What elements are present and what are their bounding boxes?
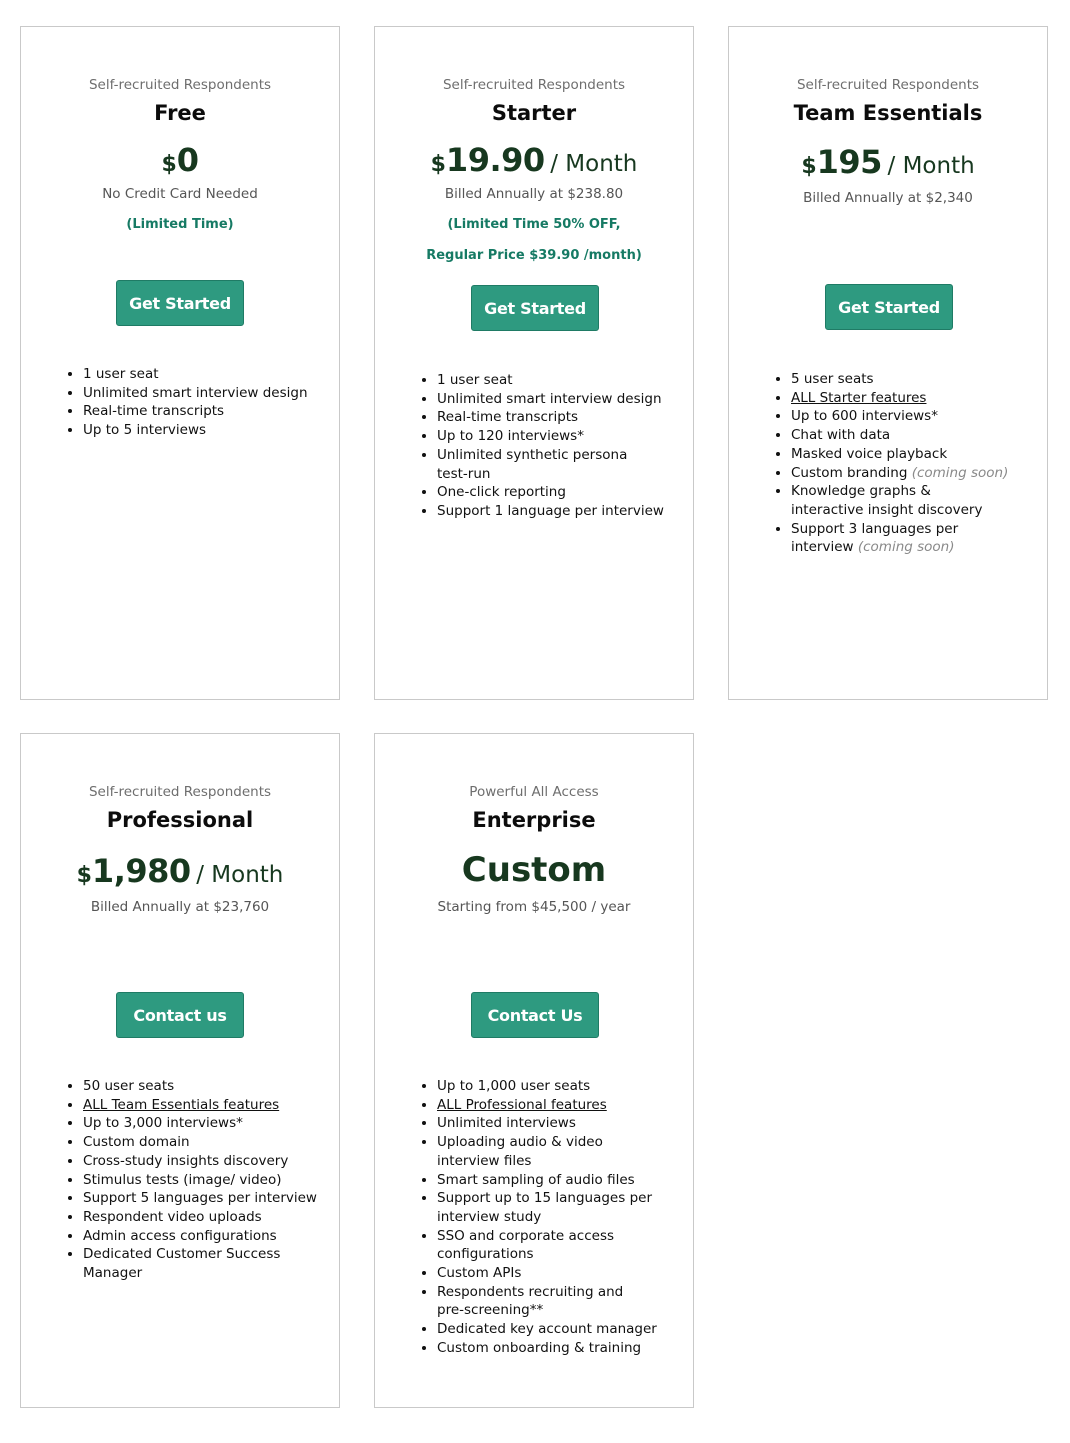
feature-item: • Custom onboarding & training: [437, 1339, 662, 1358]
feature-item: • Unlimited smart interview design: [83, 384, 308, 403]
plan-name: Team Essentials: [793, 101, 983, 125]
plan-subtitle: Self-recruited Respondents: [88, 784, 272, 800]
plan-price: [21, 141, 339, 179]
feature-text: Custom branding: [791, 464, 908, 481]
plan-price: [729, 143, 1047, 181]
feature-item: • Up to 3,000 interviews*: [83, 1114, 318, 1133]
price-currency: $: [161, 152, 177, 177]
feature-item: • Stimulus tests (image/ video): [83, 1171, 318, 1190]
plan-price-custom: Custom: [461, 850, 607, 890]
feature-item: • Support 1 language per interview: [437, 502, 677, 521]
plan-subtitle: Self-recruited Respondents: [796, 77, 980, 93]
feature-list: [771, 370, 1021, 557]
plan-card-professional: [20, 733, 340, 1408]
feature-item: • Real-time transcripts: [83, 402, 308, 421]
plan-name: Enterprise: [472, 808, 596, 832]
plan-subtitle: Powerful All Access: [469, 784, 599, 800]
feature-item: • Up to 120 interviews*: [437, 427, 677, 446]
price-amount: 1,980: [91, 852, 191, 890]
feature-item: • Smart sampling of audio files: [437, 1171, 662, 1190]
feature-item: • Unlimited synthetic persona test-run: [437, 446, 637, 483]
feature-item: • SSO and corporate access configurations: [437, 1227, 622, 1264]
feature-item: • Up to 5 interviews: [83, 421, 308, 440]
feature-item: • Dedicated Customer Success Manager: [83, 1245, 283, 1282]
billing-note: No Credit Card Needed: [102, 186, 258, 202]
billing-note: Billed Annually at $238.80: [444, 186, 624, 202]
plan-subtitle: Self-recruited Respondents: [88, 77, 272, 93]
plan-card-enterprise: [374, 733, 694, 1408]
feature-list: [417, 371, 677, 521]
feature-text: Support 3 languages per interview: [791, 520, 959, 556]
feature-item: • Uploading audio & video interview files: [437, 1133, 622, 1170]
feature-item: [791, 389, 1021, 408]
get-started-button[interactable]: Get Started: [471, 285, 599, 331]
feature-list: [63, 1077, 318, 1283]
regular-price-text: Regular Price $39.90 /month): [426, 248, 642, 263]
plan-card-team-essentials: [728, 26, 1048, 700]
plan-name: Free: [154, 101, 206, 125]
feature-item: • 5 user seats: [791, 370, 1021, 389]
feature-item: • Unlimited interviews: [437, 1114, 662, 1133]
feature-item: • Masked voice playback: [791, 445, 1021, 464]
feature-item: • 1 user seat: [83, 365, 308, 384]
feature-list: [417, 1077, 662, 1358]
feature-item: • Up to 1,000 user seats: [437, 1077, 662, 1096]
feature-item: • Up to 600 interviews*: [791, 407, 1021, 426]
promo-text: (Limited Time): [126, 217, 234, 232]
feature-item: • Real-time transcripts: [437, 408, 677, 427]
price-period: / Month: [550, 151, 638, 177]
price-currency: $: [801, 154, 817, 179]
plan-subtitle: Self-recruited Respondents: [442, 77, 626, 93]
feature-item: • Unlimited smart interview design: [437, 390, 677, 409]
feature-list: [63, 365, 308, 440]
feature-item: • Cross-study insights discovery: [83, 1152, 318, 1171]
price-period: / Month: [196, 862, 284, 888]
price-amount: 19.90: [445, 141, 545, 179]
feature-item: • Custom domain: [83, 1133, 318, 1152]
feature-item: • Chat with data: [791, 426, 1021, 445]
feature-item: • Respondent video uploads: [83, 1208, 318, 1227]
promo-text: (Limited Time 50% OFF,: [447, 217, 621, 232]
price-currency: $: [76, 863, 92, 888]
billing-note: Billed Annually at $2,340: [803, 190, 973, 206]
feature-item: • Knowledge graphs & interactive insight discovery: [791, 482, 1006, 519]
professional-features-link[interactable]: ALL Professional features: [437, 1096, 607, 1113]
coming-soon-note: (coming soon): [857, 539, 955, 556]
feature-item: • Dedicated key account manager: [437, 1320, 662, 1339]
feature-item: • Support up to 15 languages per interview study: [437, 1189, 652, 1226]
feature-item: • Respondents recruiting and pre-screening**: [437, 1283, 632, 1320]
feature-item: [437, 1096, 662, 1115]
feature-item: • Admin access configurations: [83, 1227, 318, 1246]
price-period: / Month: [887, 153, 975, 179]
plan-card-free: [20, 26, 340, 700]
feature-item: • One-click reporting: [437, 483, 677, 502]
coming-soon-note: (coming soon): [911, 464, 1009, 481]
contact-us-button[interactable]: Contact us: [116, 992, 244, 1038]
get-started-button[interactable]: Get Started: [116, 280, 244, 326]
feature-item: • Support 5 languages per interview: [83, 1189, 318, 1208]
plan-card-starter: [374, 26, 694, 700]
feature-item: [83, 1096, 318, 1115]
plan-name: Starter: [491, 101, 577, 125]
feature-item: • 50 user seats: [83, 1077, 318, 1096]
feature-item: [791, 520, 971, 557]
feature-item: • Custom APIs: [437, 1264, 662, 1283]
get-started-button[interactable]: Get Started: [825, 284, 953, 330]
team-essentials-features-link[interactable]: ALL Team Essentials features: [83, 1096, 280, 1113]
starter-features-link[interactable]: ALL Starter features: [791, 389, 927, 406]
contact-us-button[interactable]: Contact Us: [471, 992, 599, 1038]
price-amount: 195: [816, 143, 882, 181]
feature-item: • 1 user seat: [437, 371, 677, 390]
plan-price: [21, 852, 339, 890]
price-amount: 0: [176, 141, 199, 179]
price-currency: $: [430, 152, 446, 177]
billing-note: Billed Annually at $23,760: [90, 899, 270, 915]
billing-note: Starting from $45,500 / year: [437, 899, 631, 915]
feature-item: [791, 464, 1021, 483]
plan-price: [375, 141, 693, 179]
plan-name: Professional: [106, 808, 254, 832]
